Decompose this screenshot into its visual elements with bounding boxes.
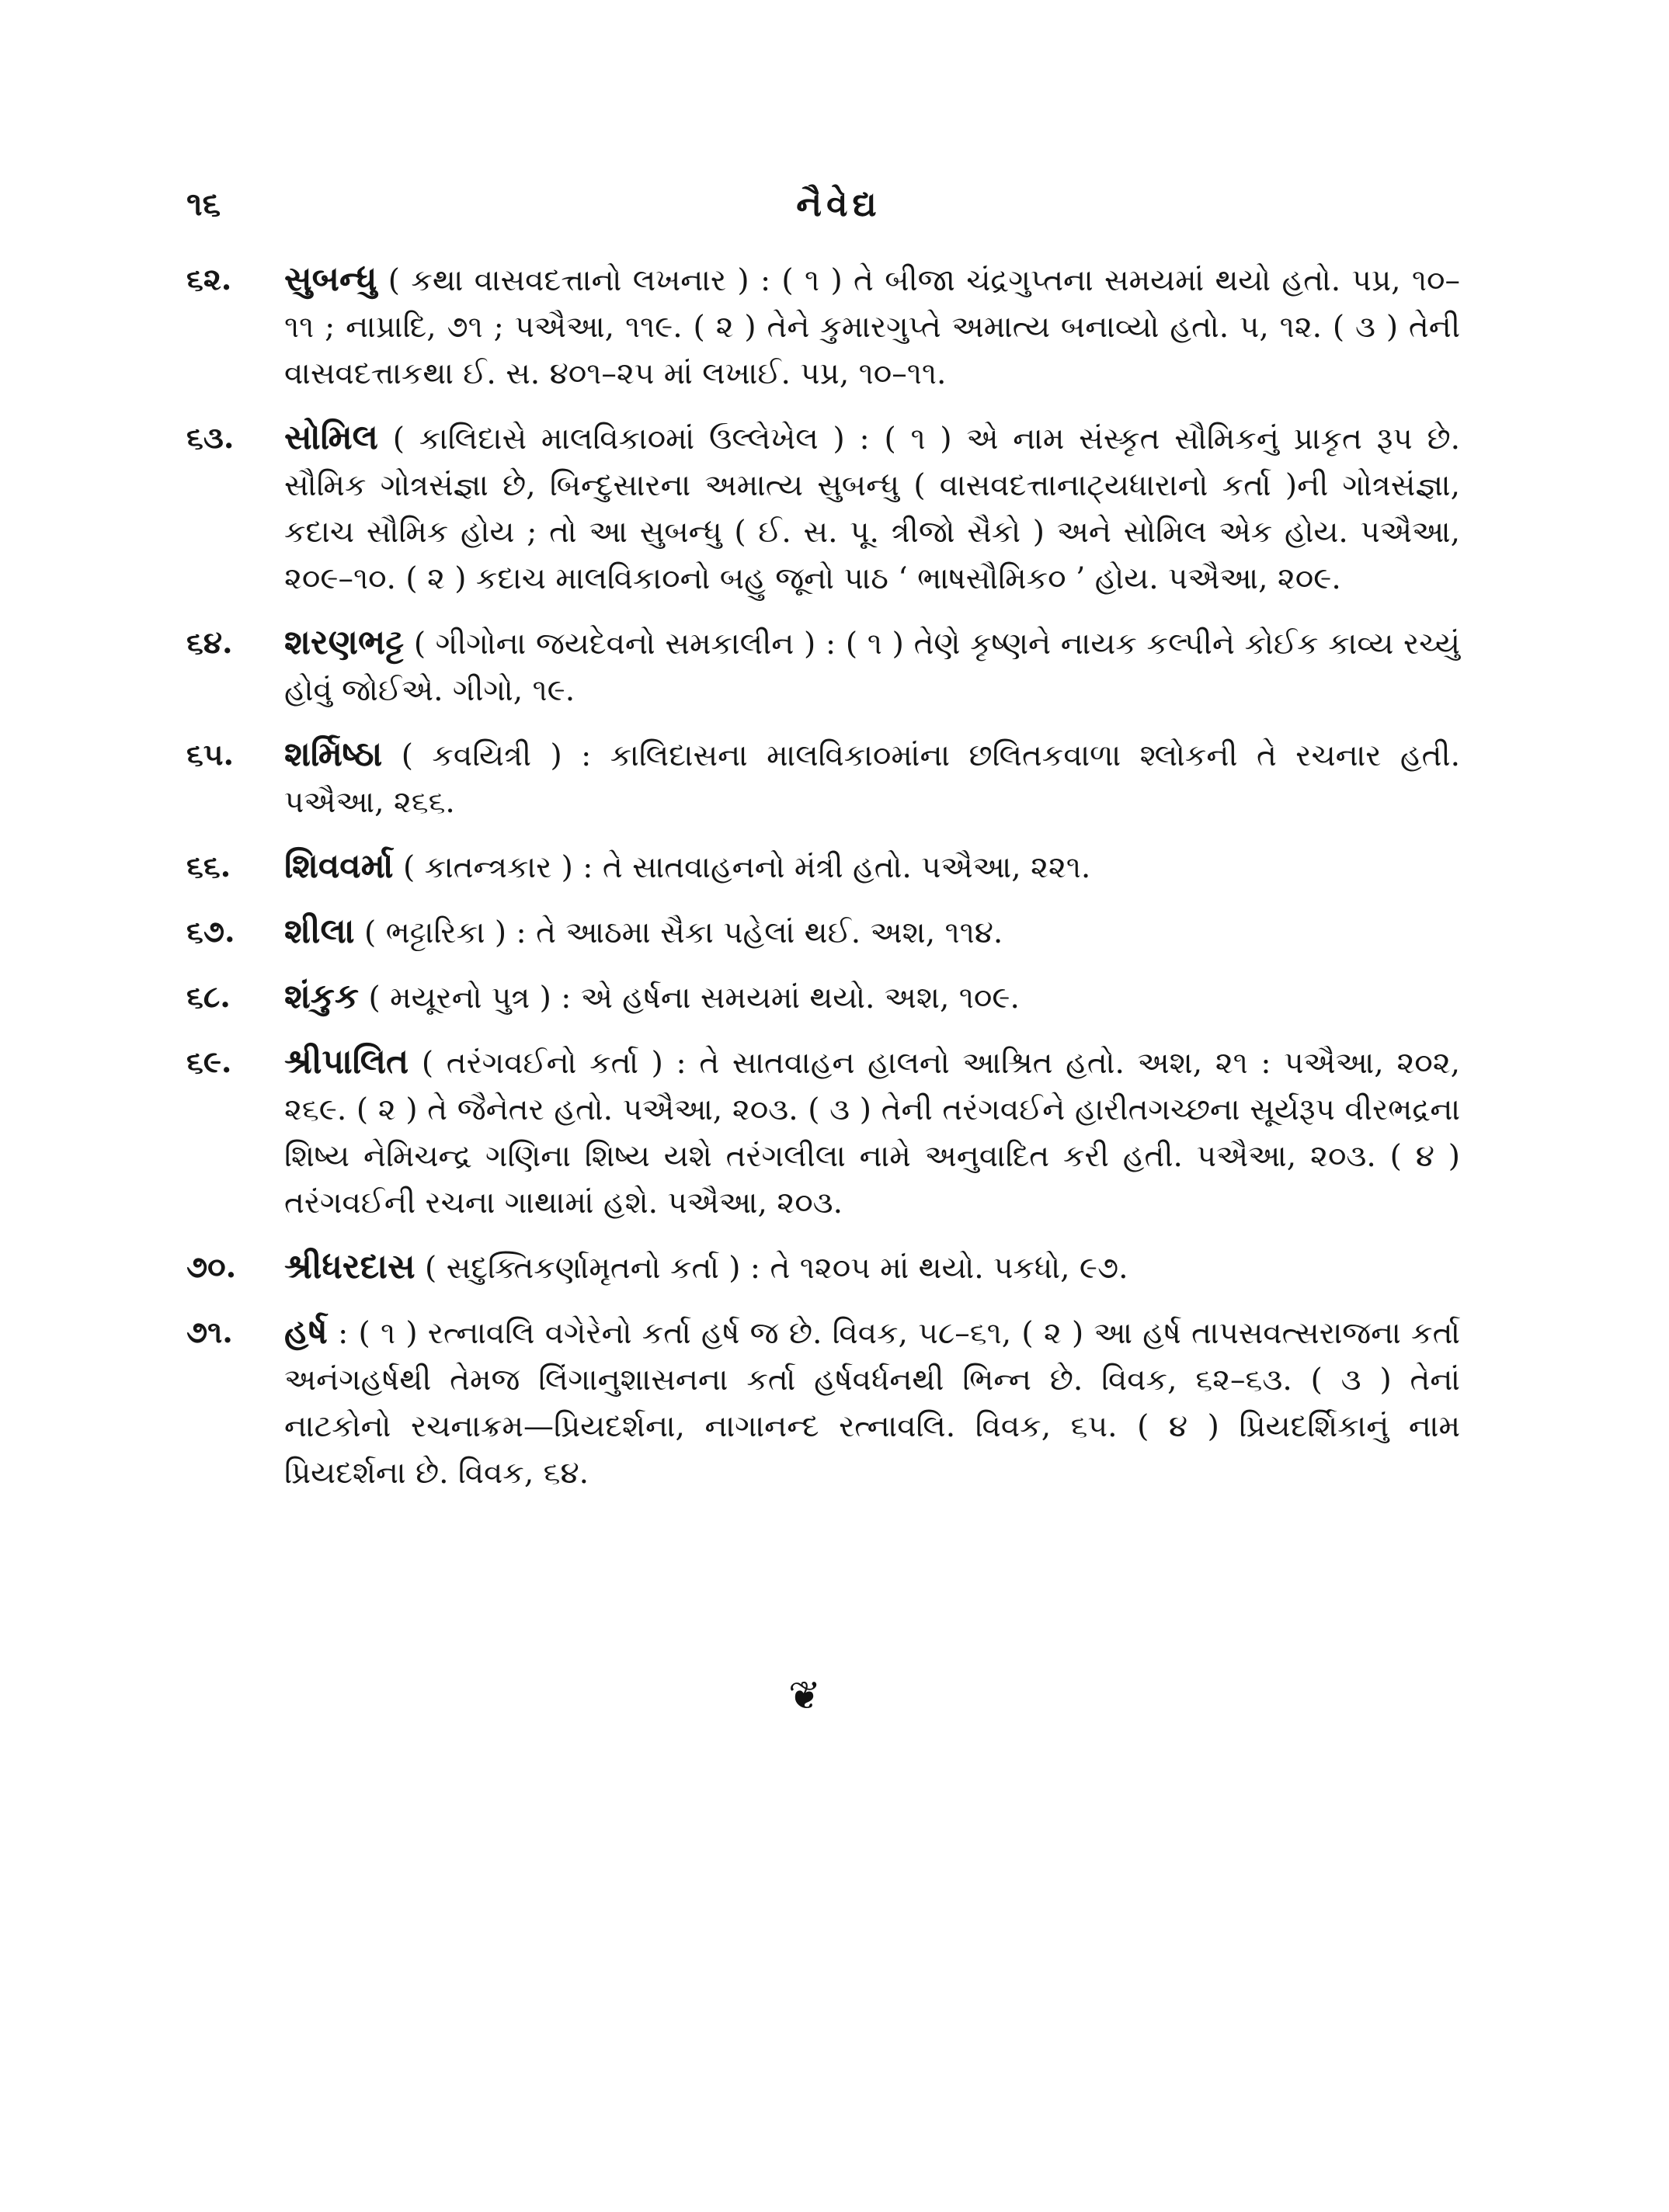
- list-item: [186, 1309, 1460, 1497]
- entry-number: ૬૨.: [186, 262, 232, 297]
- page-header: [186, 185, 1491, 239]
- fleuron-ornament-icon: ❦: [788, 1673, 821, 1718]
- entry-headword: શંકુક: [284, 977, 360, 1016]
- entry-text: ( કાતન્ત્રકાર ) : તે સાતવાહનનો મંત્રી હતો. પઐઆ, ૨૨૧.: [402, 850, 1091, 885]
- entry-number: ૬૭.: [186, 914, 235, 950]
- entry-headword: સોમિલ: [284, 418, 378, 457]
- entry-number: ૬૬.: [186, 849, 231, 884]
- entry-headword: સુબન્ધુ: [284, 259, 377, 299]
- running-title: નૈવેદ્ય: [796, 185, 881, 224]
- entry-text: ( ગીગોના જયદેવનો સમકાલીન ) : ( ૧ ) તેણે કૃષ્ણને નાયક કલ્પીને કોઈક કાવ્ય રચ્યું હોવું જોઈએ. ગીગો, ૧૯.: [284, 627, 1460, 708]
- list-item: [186, 843, 1460, 891]
- entry-number: ૭૧.: [186, 1314, 233, 1350]
- list-item: [186, 731, 1460, 826]
- list-item: [186, 1244, 1460, 1292]
- entry-number: ૬૪.: [186, 625, 233, 661]
- entry-text: ( કવયિત્રી ) : કાલિદાસના માલવિકા૦માંના છલિતકવાળા શ્લોકની તે રચનાર હતી. પઐઆ, ૨૬૬.: [284, 738, 1460, 820]
- list-item: [186, 256, 1460, 398]
- entry-headword: શ્રીધરદાસ: [284, 1247, 416, 1287]
- entry-text: ( તરંગવઈનો કર્તા ) : તે સાતવાહન હાલનો આશ્રિત હતો. અશ, ૨૧ : પઐઆ, ૨૦૨, ૨૬૯. ( ૨ ) તે જૈનેતર હતો. પઐઆ, ૨૦૩. ( ૩ ) તેની તરંગવઈને હારીતગચ્છના સૂર્યરૂપ વીરભદ્રના શિષ્ય નેમિચન્દ્ર ગણિના શિષ્ય યશે તરંગલીલા નામે અનુવાદિત કરી હતી. પઐઆ, ૨૦૩. ( ૪ ) તરંગવઈની રચના ગાથામાં હશે. પઐઆ, ૨૦૩.: [284, 1046, 1461, 1221]
- entry-text: ( મયૂરનો પુત્ર ) : એ હર્ષના સમયમાં થયો. અશ, ૧૦૯.: [368, 981, 1020, 1016]
- entry-number: ૬૩.: [186, 420, 235, 456]
- page-number: ૧૬: [186, 185, 221, 223]
- entry-headword: હર્ષ: [284, 1312, 328, 1352]
- entry-list: [186, 256, 1460, 1514]
- entry-number: ૬૯.: [186, 1044, 232, 1080]
- entry-headword: શ્રીપાલિત: [284, 1042, 409, 1082]
- entry-headword: શરણભટ્ટ: [284, 623, 405, 662]
- entry-number: ૬૮.: [186, 979, 231, 1015]
- entry-text: ( ભટ્ટારિકા ) : તે આઠમા સૈકા પહેલાં થઈ. અશ, ૧૧૪.: [363, 915, 1003, 950]
- list-item: [186, 620, 1460, 714]
- list-item: [186, 974, 1460, 1022]
- entry-headword: શિવવર્મા: [284, 846, 394, 886]
- list-item: [186, 908, 1460, 957]
- list-item: [186, 415, 1460, 602]
- entry-number: ૬૫.: [186, 737, 235, 773]
- entry-headword: શીલા: [284, 912, 355, 951]
- entry-text: ( સદુક્તિકર્ણામૃતનો કર્તા ) : તે ૧૨૦૫ માં થયો. પકધો, ૯૭.: [425, 1251, 1128, 1286]
- entry-text: ( કાલિદાસે માલવિકા૦માં ઉલ્લેખેલ ) : ( ૧ ) એ નામ સંસ્કૃત સૌમિકનું પ્રાકૃત રૂપ છે. સૌમિક ગોત્રસંજ્ઞા છે, બિન્દુસારના અમાત્ય સુબન્ધુ ( વાસવદત્તાનાટ્યધારાનો કર્તા )ની ગોત્રસંજ્ઞા, કદાચ સૌમિક હોય ; તો આ સુબન્ધુ ( ઈ. સ. પૂ. ત્રીજો સૈકો ) અને સોમિલ એક હોય. પઐઆ, ૨૦૯–૧૦. ( ૨ ) કદાચ માલવિકા૦નો બહુ જૂનો પાઠ ‘ ભાષસૌમિક૦ ’ હોય. પઐઆ, ૨૦૯.: [284, 422, 1461, 596]
- entry-text: ( કથા વાસવદત્તાનો લખનાર ) : ( ૧ ) તે બીજા ચંદ્રગુપ્તના સમયમાં થયો હતો. પપ્ર, ૧૦–૧૧ ; નાપ્રાદિ, ૭૧ ; પઐઆ, ૧૧૯. ( ૨ ) તેને કુમારગુપ્તે અમાત્ય બનાવ્યો હતો. પ, ૧૨. ( ૩ ) તેની વાસવદત્તાકથા ઈ. સ. ૪૦૧–૨૫ માં લખાઈ. પપ્ર, ૧૦–૧૧.: [284, 263, 1460, 391]
- entry-headword: શર્મિષ્ઠા: [284, 734, 383, 774]
- entry-text: : ( ૧ ) રત્નાવલિ વગેરેનો કર્તા હર્ષ જ છે. વિવક, ૫૮–૬૧, ( ૨ ) આ હર્ષ તાપસવત્સરાજના કર્તા અનંગહર્ષથી તેમજ લિંગાનુશાસનના કર્તા હર્ષવર્ધનથી ભિન્ન છે. વિવક, ૬૨–૬૩. ( ૩ ) તેનાં નાટકોનો રચનાક્રમ—પ્રિયદર્શના, નાગાનન્દ રત્નાવલિ. વિવક, ૬૫. ( ૪ ) પ્રિયદર્શિકાનું નામ પ્રિયદર્શના છે. વિવક, ૬૪.: [284, 1316, 1460, 1491]
- entry-number: ૭૦.: [186, 1249, 237, 1285]
- list-item: [186, 1039, 1460, 1227]
